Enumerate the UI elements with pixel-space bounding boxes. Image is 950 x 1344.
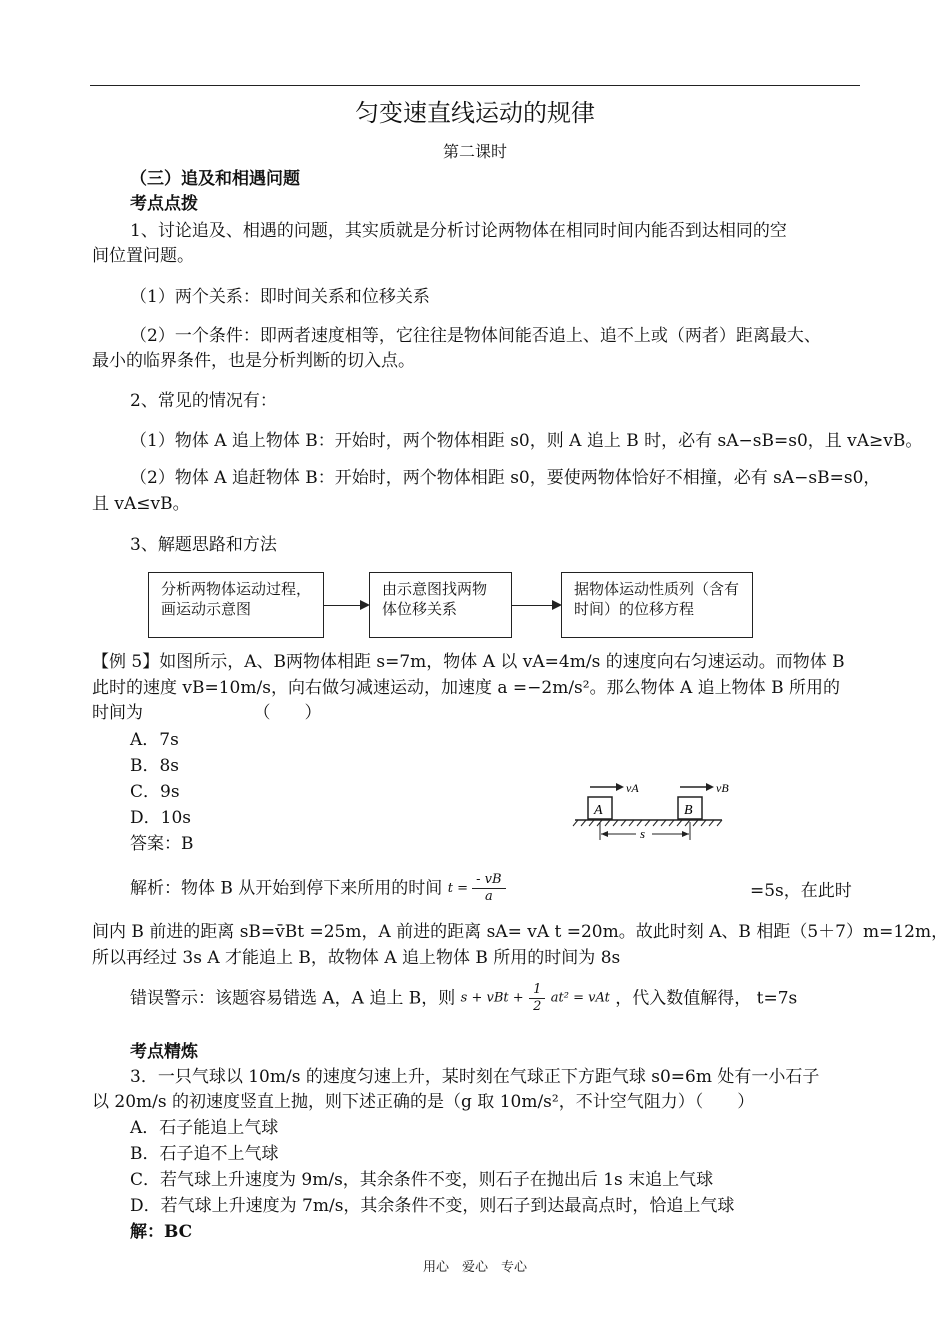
flow-box-3: 据物体运动性质列（含有时间）的位移方程	[561, 572, 753, 638]
flow-arrow-1	[324, 605, 368, 606]
ground-hatch	[573, 820, 722, 826]
warning-fraction-denominator: 2	[533, 999, 542, 1014]
arrow-vA-head	[616, 783, 624, 791]
example-line-3: 时间为 （ ）	[92, 703, 322, 723]
section-subheading: 考点点拨	[130, 194, 198, 214]
analysis-line-2: 间内 B 前进的距离 sB=v̄Bt =25m，A 前进的距离 sA= vA t =20m。故此时刻 A、B 相距（5＋7）m=12m，	[92, 922, 949, 942]
example-line-2: 此时的速度 vB=10m/s，向右做匀减速运动，加速度 a =−2m/s²。那么物体 A 追上物体 B 所用的	[92, 678, 840, 698]
warning-intro: 错误警示：该题容易错选 A，A 追上 B，则	[130, 988, 456, 1009]
practice-option-b: B．石子追不上气球	[130, 1144, 279, 1164]
paragraph-1-line-1: 1、讨论追及、相遇的问题，其实质就是分析讨论两物体在相同时间内能否到达相同的空	[130, 221, 787, 241]
option-d: D．10s	[130, 808, 191, 828]
warning-fraction	[529, 982, 545, 1015]
option-a: A．7s	[130, 730, 179, 750]
option-c: C．9s	[130, 782, 180, 802]
warning-line	[130, 982, 797, 1026]
analysis-line-1	[130, 872, 506, 920]
question-line-1: 3．一只气球以 10m/s 的速度匀速上升，某时刻在气球正下方距气球 s0=6m 处有一小石子	[130, 1067, 820, 1087]
page-footer: 用心 爱心 专心	[422, 1260, 527, 1275]
block-B-label: B	[684, 803, 693, 818]
example-line-1: 【例 5】如图所示，A、B两物体相距 s=7m，物体 A 以 vA=4m/s 的速度向右匀速运动。而物体 B	[92, 652, 845, 672]
warning-fraction-numerator: 1	[529, 982, 545, 999]
practice-option-d: D．若气球上升速度为 7m/s，其余条件不变，则石子到达最高点时，恰追上气球	[130, 1196, 735, 1216]
analysis-result: =5s，在此时	[750, 881, 852, 901]
analysis-intro: 解析：物体 B 从开始到停下来所用的时间	[130, 878, 443, 899]
arrow-vB-head	[706, 783, 714, 791]
option-b: B．8s	[130, 756, 180, 776]
practice-solution: 解：BC	[130, 1222, 193, 1242]
paragraph-2: 2、常见的情况有：	[130, 391, 277, 411]
page-subtitle: 第二课时	[442, 142, 507, 161]
answer: 答案：B	[130, 834, 194, 854]
case-2-line-1: （2）物体 A 追赶物体 B：开始时，两个物体相距 s0，要使两物体恰好不相撞，必有 sA−sB=s0，	[130, 468, 881, 488]
motion-diagram	[570, 772, 730, 844]
flow-arrow-2	[512, 605, 560, 606]
section-heading: （三）追及和相遇问题	[130, 169, 300, 189]
question-line-2: 以 20m/s 的初速度竖直上抛，则下述正确的是（g 取 10m/s²，不计空气阻力）（ ）	[92, 1092, 755, 1112]
flow-box-2: 由示意图找两物体位移关系	[369, 572, 512, 638]
practice-option-c: C．若气球上升速度为 9m/s，其余条件不变，则石子在抛出后 1s 末追上气球	[130, 1170, 714, 1190]
paragraph-3: 3、解题思路和方法	[130, 535, 277, 555]
relation-1: （1）两个关系：即时间关系和位移关系	[130, 287, 430, 307]
relation-2-line-2: 最小的临界条件，也是分析判断的切入点。	[92, 351, 415, 371]
warning-result: ，代入数值解得， t=7s	[615, 988, 798, 1009]
time-formula	[448, 872, 506, 905]
practice-heading: 考点精炼	[130, 1042, 198, 1062]
label-vA: vA	[626, 781, 639, 795]
header-rule	[90, 85, 860, 86]
case-1: （1）物体 A 追上物体 B：开始时，两个物体相距 s0，则 A 追上 B 时，必有 sA−sB=s0，且 vA≥vB。	[130, 431, 923, 451]
flow-box-1: 分析两物体运动过程，画运动示意图	[148, 572, 324, 638]
page-title: 匀变速直线运动的规律	[355, 99, 595, 127]
block-A-label: A	[594, 803, 603, 818]
time-formula-lhs: t =	[447, 880, 468, 896]
paragraph-1-line-2: 间位置问题。	[92, 246, 194, 266]
time-formula-denominator: a	[484, 889, 493, 904]
label-vB: vB	[716, 781, 729, 795]
warning-formula-b: at² = vAt	[550, 990, 610, 1006]
case-2-line-2: 且 vA≤vB。	[92, 494, 190, 514]
label-s: s	[640, 826, 646, 841]
time-formula-numerator: - vB	[472, 872, 505, 889]
practice-option-a: A．石子能追上气球	[130, 1118, 279, 1138]
analysis-line-3: 所以再经过 3s A 才能追上 B，故物体 A 追上物体 B 所用的时间为 8s	[92, 948, 621, 968]
relation-2-line-1: （2）一个条件：即两者速度相等，它往往是物体间能否追上、追不上或（两者）距离最大、	[130, 326, 821, 346]
warning-formula-a: s + vBt +	[460, 990, 524, 1006]
